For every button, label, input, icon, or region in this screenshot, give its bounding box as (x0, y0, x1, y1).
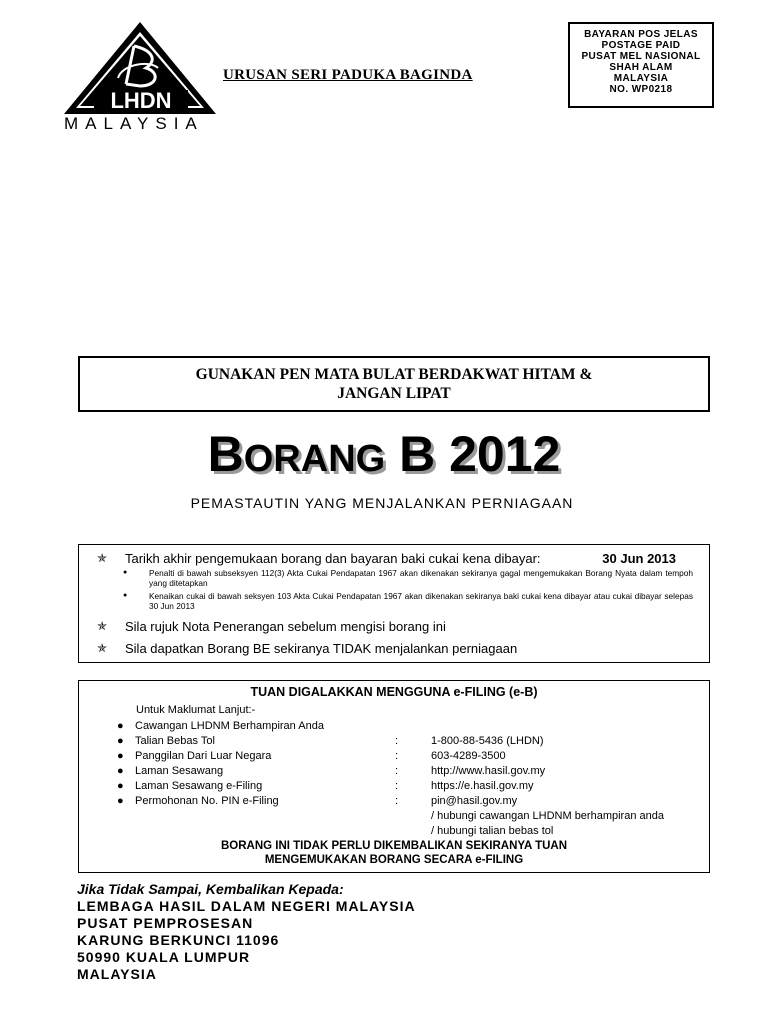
form-title-rest: ORANG (243, 438, 386, 480)
postage-line: POSTAGE PAID (601, 40, 681, 51)
bullet-dot-icon: ● (117, 735, 124, 747)
header-title: URUSAN SERI PADUKA BAGINDA (223, 67, 473, 83)
penalty-text: Kenaikan cukai di bawah seksyen 103 Akta Cukai Pendapatan 1967 akan dikenakan sekiranya baki cukai kena dibayar atau cukai dibayar selepas 30 Jun 2013 (149, 591, 693, 611)
penalty-text: Penalti di bawah subseksyen 112(3) Akta Cukai Pendapatan 1967 akan dikenakan sekiranya gagal mengemukakan Borang Nyata dalam tempoh yang ditetapkan (149, 568, 693, 588)
bullet-dot-icon: ● (123, 592, 128, 599)
star-bullet-icon: ✯ (97, 551, 108, 565)
contact-label: Laman Sesawang (135, 765, 224, 777)
contact-extra: / hubungi talian bebas tol (431, 825, 554, 837)
efiling-subtitle: Untuk Maklumat Lanjut:- (136, 704, 256, 716)
efiling-title: TUAN DIGALAKKAN MENGGUNA e-FILING (e-B) (250, 685, 538, 699)
form-title-letter: B (399, 426, 436, 482)
postage-line: BAYARAN POS JELAS (584, 29, 698, 40)
star-bullet-icon: ✯ (97, 619, 108, 633)
efiling-link[interactable]: https://e.hasil.gov.my (431, 780, 534, 792)
pen-notice-box (78, 356, 710, 412)
contact-value: 1-800-88-5436 (LHDN) (431, 735, 544, 747)
postage-line: NO. WP0218 (609, 84, 673, 95)
notice-line-2: JANGAN LIPAT (337, 385, 451, 402)
return-label: Jika Tidak Sampai, Kembalikan Kepada: (77, 881, 344, 897)
penalty-item (123, 568, 693, 588)
note-row (99, 641, 517, 656)
contact-label: Talian Bebas Tol (135, 735, 215, 747)
address-line: PUSAT PEMPROSESAN (77, 915, 254, 931)
note-row (99, 619, 446, 634)
contact-colon: : (395, 750, 399, 762)
deadline-text: Tarikh akhir pengemukaan borang dan bayaran baki cukai kena dibayar: (125, 551, 541, 566)
bullet-dot-icon: ● (117, 765, 124, 777)
form-title (0, 424, 768, 489)
bullet-dot-icon: ● (117, 780, 124, 792)
bullet-dot-icon: ● (123, 569, 128, 576)
address-line: KARUNG BERKUNCI 11096 (77, 932, 280, 948)
notice-line-1: GUNAKAN PEN MATA BULAT BERDAKWAT HITAM & (195, 366, 593, 383)
efiling-footer-line: BORANG INI TIDAK PERLU DIKEMBALIKAN SEKIRANYA TUAN (220, 840, 568, 852)
logo-subtext: MALAYSIA (64, 114, 204, 133)
efiling-footer-line: MENGEMUKAKAN BORANG SECARA e-FILING (264, 854, 524, 866)
pin-email-link[interactable]: pin@hasil.gov.my (431, 795, 518, 807)
bullet-dot-icon: ● (117, 795, 124, 807)
address-line: 50990 KUALA LUMPUR (77, 949, 251, 965)
contact-label: Panggilan Dari Luar Negara (135, 750, 272, 762)
bullet-dot-icon: ● (117, 750, 124, 762)
contact-colon: : (395, 780, 399, 792)
deadline-date: 30 Jun 2013 (602, 551, 676, 566)
contact-label: Cawangan LHDNM Berhampiran Anda (135, 720, 324, 732)
address-line: MALAYSIA (77, 966, 157, 982)
deadline-row (99, 551, 541, 566)
contact-label: Laman Sesawang e-Filing (135, 780, 263, 792)
star-bullet-icon: ✯ (97, 641, 108, 655)
address-line: LEMBAGA HASIL DALAM NEGERI MALAYSIA (77, 898, 416, 914)
website-link[interactable]: http://www.hasil.gov.my (431, 765, 546, 777)
contact-extra: / hubungi cawangan LHDNM berhampiran anda (431, 810, 664, 822)
postage-line: PUSAT MEL NASIONAL (581, 51, 701, 62)
postage-paid-box (568, 22, 714, 108)
bullet-dot-icon: ● (117, 720, 124, 732)
contact-colon: : (395, 795, 399, 807)
efiling-box (78, 680, 710, 873)
contact-label: Permohonan No. PIN e-Filing (135, 795, 279, 807)
postage-line: SHAH ALAM (609, 62, 673, 73)
note-text: Sila rujuk Nota Penerangan sebelum mengisi borang ini (125, 619, 446, 634)
form-title-year: 2012 (449, 426, 561, 482)
contact-colon: : (395, 735, 399, 747)
deadline-info-box (78, 544, 710, 663)
form-subtitle: PEMASTAUTIN YANG MENJALANKAN PERNIAGAAN (190, 495, 574, 511)
form-title-initial: B (207, 426, 244, 482)
contact-value: 603-4289-3500 (431, 750, 506, 762)
note-text: Sila dapatkan Borang BE sekiranya TIDAK menjalankan perniagaan (125, 641, 518, 656)
svg-text:LHDN: LHDN (110, 88, 172, 113)
postage-line: MALAYSIA (613, 73, 669, 84)
contact-colon: : (395, 765, 399, 777)
penalty-item (123, 591, 693, 611)
